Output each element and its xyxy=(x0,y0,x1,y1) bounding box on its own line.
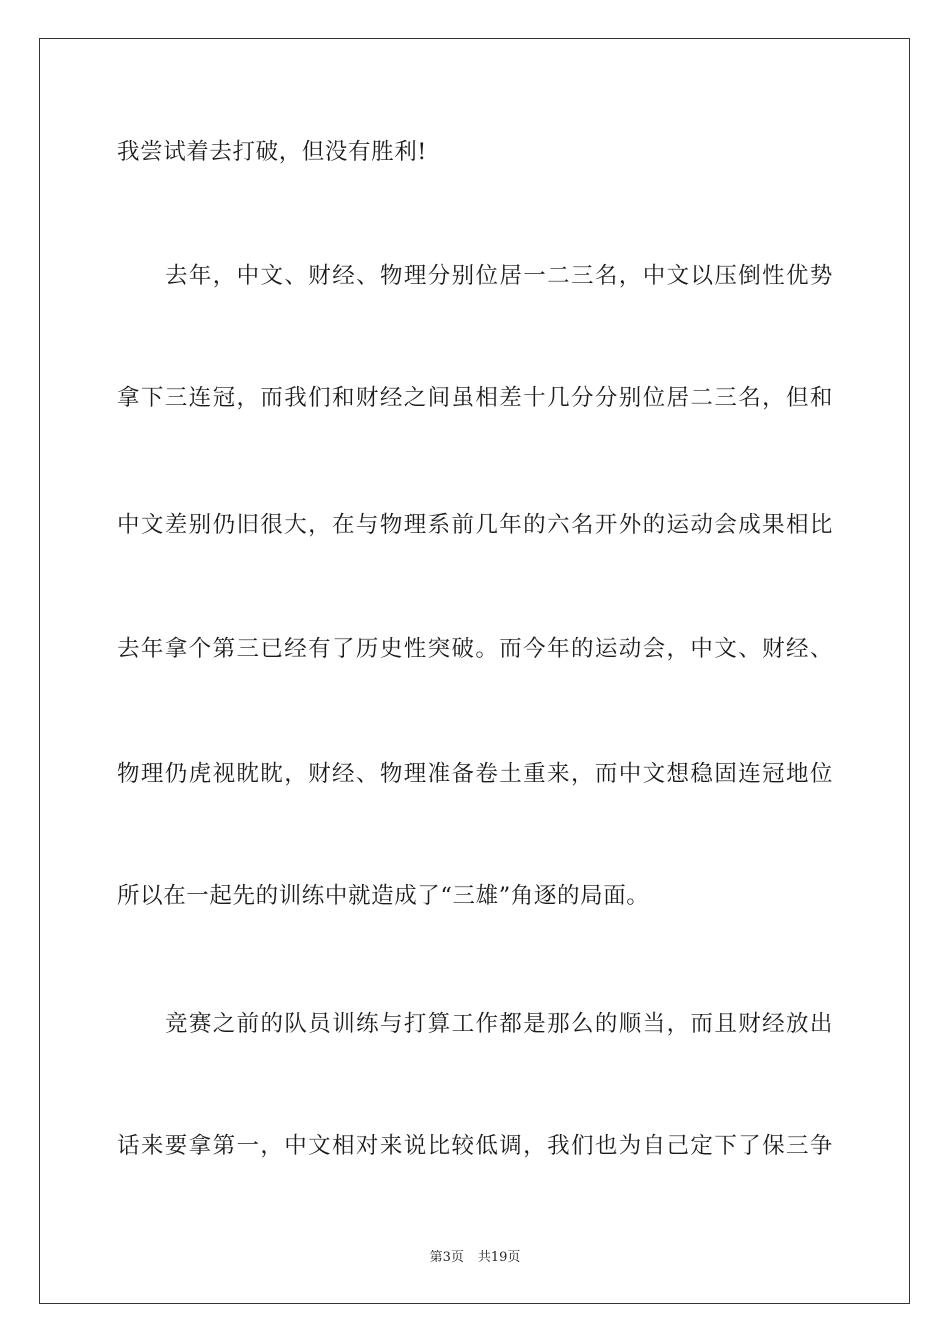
text-line: 竞赛之前的队员训练与打算工作都是那么的顺当，而且财经放出 xyxy=(165,1011,833,1037)
page-footer xyxy=(0,1249,950,1267)
page-number-total: 共19页 xyxy=(477,1250,521,1265)
text-line: 去年，中文、财经、物理分别位居一二三名，中文以压倒性优势 xyxy=(165,263,833,289)
text-line: 我尝试着去打破，但没有胜利! xyxy=(117,139,427,165)
text-line: 所以在一起先的训练中就造成了“三雄”角逐的局面。 xyxy=(117,883,650,909)
text-line: 去年拿个第三已经有了历史性突破。而今年的运动会，中文、财经、 xyxy=(117,636,833,662)
page-number-current: 第3页 xyxy=(429,1250,464,1265)
text-line: 拿下三连冠，而我们和财经之间虽相差十几分分别位居二三名，但和 xyxy=(117,385,833,411)
text-line: 中文差别仍旧很大，在与物理系前几年的六名开外的运动会成果相比 xyxy=(117,512,833,538)
text-line: 话来要拿第一，中文相对来说比较低调，我们也为自己定下了保三争 xyxy=(117,1133,833,1159)
page-frame xyxy=(39,38,910,1304)
text-line: 物理仍虎视眈眈，财经、物理准备卷土重来，而中文想稳固连冠地位 xyxy=(117,761,833,787)
